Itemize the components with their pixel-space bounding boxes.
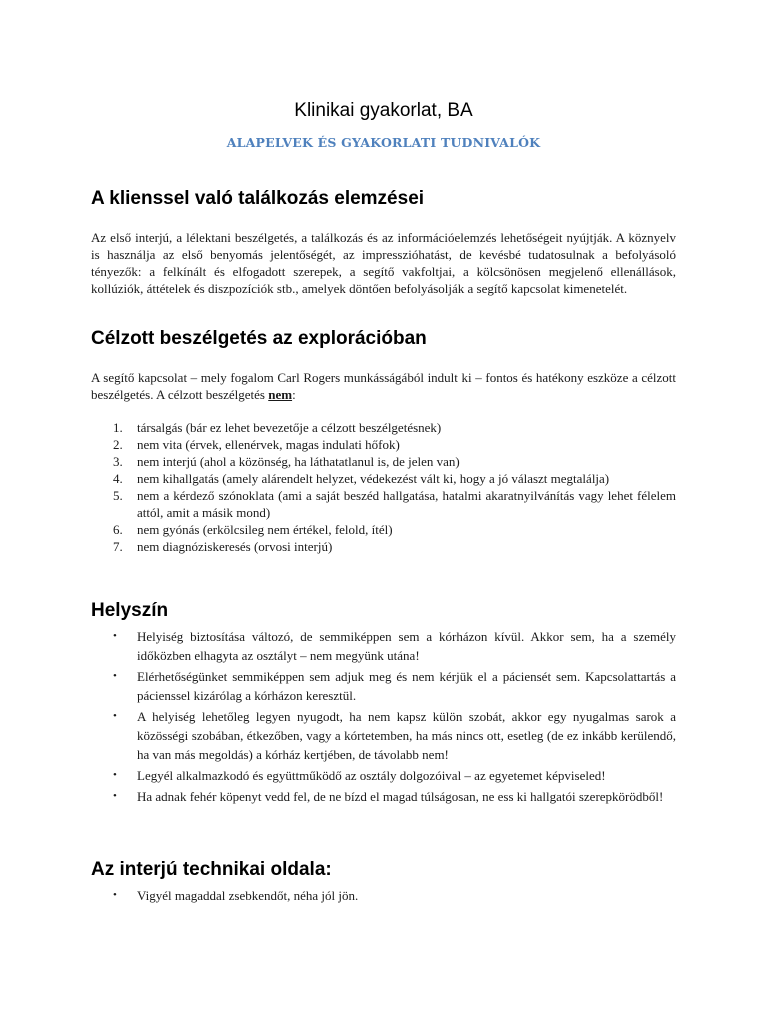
list-item-text: nem vita (érvek, ellenérvek, magas indulati hőfok) (137, 437, 400, 452)
intro-emphasis-nem: nem (268, 387, 293, 402)
list-item-text: Legyél alkalmazkodó és együttműködő az osztály dolgozóival – az egyetemet képviseled! (137, 768, 606, 783)
list-item-number: 7. (113, 539, 123, 554)
bullet-icon: • (113, 630, 117, 642)
not-list (91, 419, 676, 555)
intro-text: A segítő kapcsolat – mely fogalom Carl Rogers munkásságából indult ki – fontos és hatékony eszköze a célzott beszélgetés. A célzott beszélgetés (91, 370, 676, 402)
targeted-conversation-intro (91, 369, 676, 403)
list-item (91, 787, 676, 806)
list-item (91, 470, 676, 487)
bullet-icon: • (113, 670, 117, 682)
list-item-number: 3. (113, 454, 123, 469)
list-item-number: 6. (113, 522, 123, 537)
list-item-number: 4. (113, 471, 123, 486)
list-item-text: nem kihallgatás (amely alárendelt helyzet, védekezést vált ki, hogy a jó választ megtalálja) (137, 471, 610, 486)
list-item (91, 627, 676, 665)
section-heading-encounter-analysis: A klienssel való találkozás elemzései (91, 188, 425, 209)
list-item-number: 1. (113, 420, 123, 435)
list-item-text: A helyiség lehetőleg legyen nyugodt, ha nem kapsz külön szobát, akkor egy nyugalmas sarok a közösségi szobában, étkezőben, vagy a kórtetemben, ha más nincs ott, esetleg (de ez inkább kerülendő, ha van más megoldás) a kórház kertjében, de távolabb nem! (137, 709, 676, 762)
list-item-text: Helyiség biztosítása változó, de semmiképpen sem a kórházon kívül. Akkor sem, ha a személy időközben elhagyta az osztályt – nem megyünk utána! (137, 629, 676, 663)
bullet-icon: • (113, 769, 117, 781)
list-item-text: társalgás (bár ez lehet bevezetője a célzott beszélgetésnek) (137, 420, 442, 435)
list-item-text: nem interjú (ahol a közönség, ha láthatatlanul is, de jelen van) (137, 454, 460, 469)
list-item (91, 886, 676, 905)
list-item (91, 436, 676, 453)
list-item (91, 538, 676, 555)
list-item-text: nem a kérdező szónoklata (ami a saját beszéd hallgatása, hatalmi akaratnyilvánítás vagy lehet félelem attól, amit a másik mond) (137, 488, 676, 520)
section-heading-interview-technical: Az interjú technikai oldala: (91, 859, 332, 880)
bullet-icon: • (113, 710, 117, 722)
document-title: Klinikai gyakorlat, BA (294, 100, 473, 121)
technical-bullet-list (91, 886, 676, 907)
document-subtitle: ALAPELVEK ÉS GYAKORLATI TUDNIVALÓK (226, 135, 541, 150)
intro-colon: : (292, 387, 296, 402)
list-item-text: nem gyónás (erkölcsileg nem értékel, felold, ítél) (137, 522, 393, 537)
bullet-icon: • (113, 790, 117, 802)
list-item (91, 487, 676, 521)
list-item (91, 419, 676, 436)
section-heading-targeted-conversation: Célzott beszélgetés az explorációban (91, 328, 427, 349)
list-item (91, 707, 676, 764)
list-item (91, 667, 676, 705)
bullet-icon: • (113, 889, 117, 901)
list-item-text: Elérhetőségünket semmiképpen sem adjuk meg és nem kérjük el a páciensét sem. Kapcsolattartás a pácienssel kizárólag a kórházon keresztül. (137, 669, 676, 703)
list-item-number: 5. (113, 488, 123, 503)
list-item (91, 453, 676, 470)
list-item-text: nem diagnóziskeresés (orvosi interjú) (137, 539, 333, 554)
location-bullet-list (91, 627, 676, 808)
list-item (91, 766, 676, 785)
list-item (91, 521, 676, 538)
list-item-text: Ha adnak fehér köpenyt vedd fel, de ne bízd el magad túlságosan, ne ess ki hallgatói szerepkörödből! (137, 789, 664, 804)
list-item-text: Vigyél magaddal zsebkendőt, néha jól jön. (137, 888, 359, 903)
section-heading-location: Helyszín (91, 600, 169, 621)
list-item-number: 2. (113, 437, 123, 452)
encounter-analysis-paragraph: Az első interjú, a lélektani beszélgetés, a találkozás és az információelemzés lehetőségeit nyújtják. A köznyelv is használja az első benyomás jelentőségét, az impresszióhatást, de kevésbé tudatosulnak a befolyásoló tényezők: a felkínált és elfogadott szerepek, a segítő vakfoltjai, a kölcsönösen megjelenő ellenállások, kollúziók, áttételek és diszpozíciók stb., amelyek döntően befolyásolják a segítő kapcsolat kimenetelét. (91, 230, 676, 296)
